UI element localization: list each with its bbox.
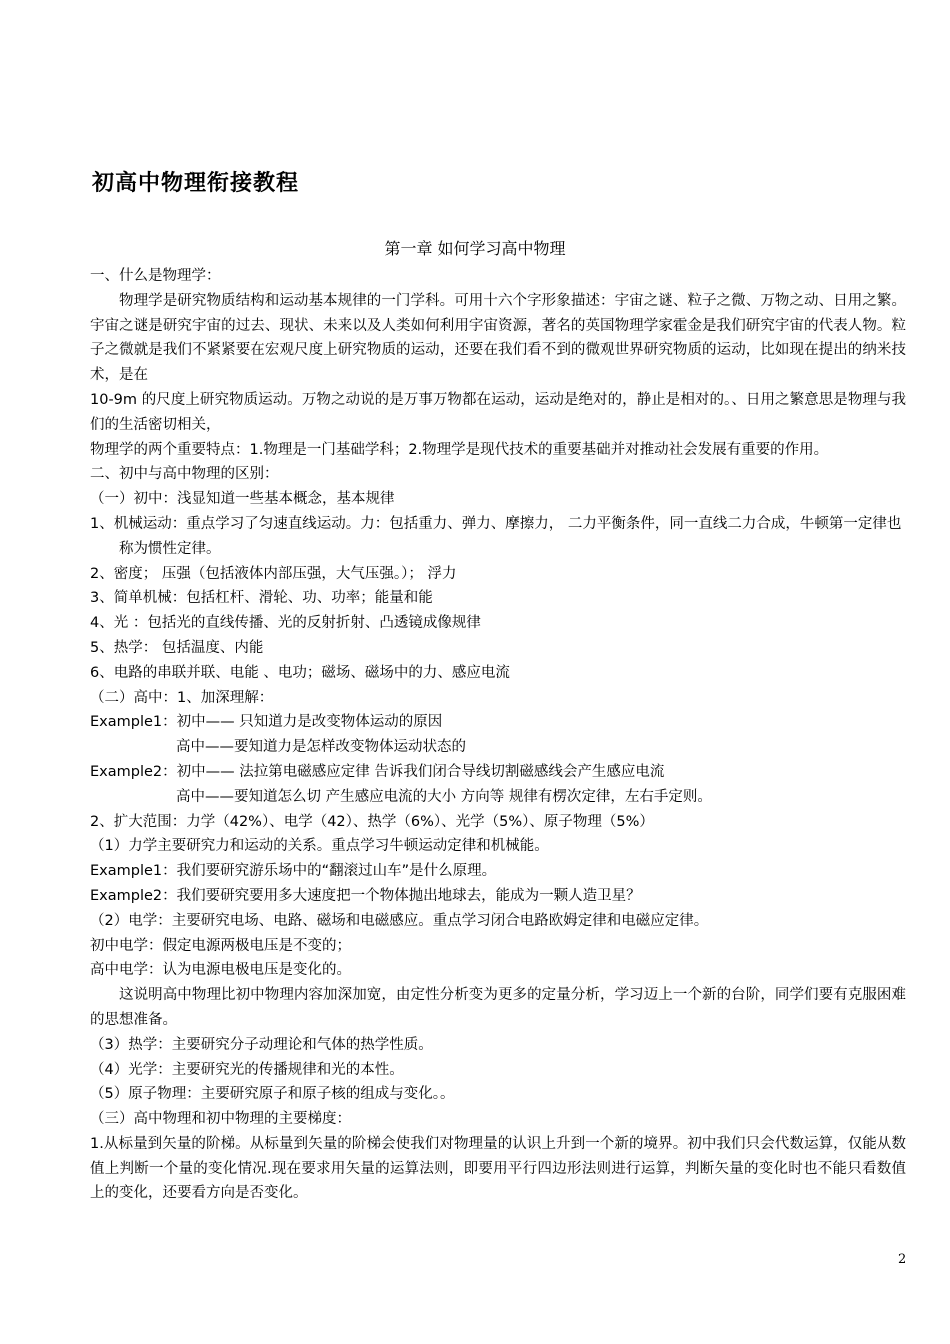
example-line: 高中——要知道力是怎样改变物体运动状态的 [176,739,466,756]
list-item: 5、热学： 包括温度、内能 [90,639,264,656]
list-item: （5）原子物理：主要研究原子和原子核的组成与变化。。 [90,1086,455,1103]
chapter-heading: 第一章 如何学习高中物理 [384,239,566,258]
example-line: Example2：初中—— 法拉第电磁感应定律 告诉我们闭合导线切割磁感线会产生感应电流 [90,763,665,780]
page-number: 2 [898,1252,907,1267]
paragraph: 10-9m 的尺度上研究物质运动。万物之动说的是万事万物都在运动，运动是绝对的，静止是相对的。、日用之繁意思是物理与我们的生活密切相关， [90,391,906,433]
example-line: Example2：我们要研究要用多大速度把一个物体抛出地球去，能成为一颗人造卫星？ [90,887,641,904]
list-item: 4、光 ：包括光的直线传播、光的反射折射、凸透镜成像规律 [90,615,481,632]
body-text [90,264,906,1206]
paragraph: 1.从标量到矢量的阶梯。从标量到矢量的阶梯会使我们对物理量的认识上升到一个新的境界。初中我们只会代数运算，仅能从数值上判断一个量的变化情况.现在要求用矢量的运算法则，即要用平行四边形法则进行运算，判断矢量的变化时也不能只看数值上的变化，还要看方向是否变化。 [90,1135,906,1202]
subsection-heading: （一）初中：浅显知道一些基本概念，基本规律 [90,491,395,508]
list-item: 2、扩大范围：力学（42%）、电学（42）、热学（6%）、光学（5%）、原子物理（5%） [90,813,654,830]
section-heading: 一、什么是物理学： [90,268,221,284]
example-line: Example1：我们要研究游乐场中的“翻滚过山车”是什么原理。 [90,863,497,880]
subsection-heading: （三）高中物理和初中物理的主要梯度： [90,1111,351,1128]
paragraph: 这说明高中物理比初中物理内容加深加宽，由定性分析变为更多的定量分析，学习迈上一个新的台阶，同学们要有克服困难的思想准备。 [90,987,906,1028]
list-item: 3、简单机械：包括杠杆、滑轮、功、功率；能量和能 [90,590,433,607]
document-title: 初高中物理衔接教程 [92,171,300,196]
example-line: Example1：初中—— 只知道力是改变物体运动的原因 [90,714,443,731]
example-line: 高中——要知道怎么切 产生感应电流的大小 方向等 规律有楞次定律，左右手定则。 [176,788,712,805]
subsection-heading: （二）高中：1、加深理解： [90,689,274,706]
section-heading: 二、初中与高中物理的区别： [90,466,279,483]
paragraph: 初中电学：假定电源两极电压是不变的； [90,937,351,954]
list-item: （1）力学主要研究力和运动的关系。重点学习牛顿运动定律和机械能。 [90,838,549,855]
list-item: （3）热学：主要研究分子动理论和气体的热学性质。 [90,1036,433,1053]
list-item: 6、电路的串联并联、电能 、电功；磁场、磁场中的力、感应电流 [90,664,510,681]
paragraph: 物理学的两个重要特点：1.物理是一门基础学科；2.物理学是现代技术的重要基础并对推动社会发展有重要的作用。 [90,441,829,458]
list-item: 2、密度； 压强（包括液体内部压强，大气压强。）； 浮力 [90,565,457,582]
list-item: 1、机械运动：重点学习了匀速直线运动。力：包括重力、弹力、摩擦力， 二力平衡条件，同一直线二力合成，牛顿第一定律也称为惯性定律。 [90,515,902,557]
list-item: （4）光学：主要研究光的传播规律和光的本性。 [90,1061,404,1078]
list-item: （2）电学：主要研究电场、电路、磁场和电磁感应。重点学习闭合电路欧姆定律和电磁应定律。 [90,912,709,929]
paragraph: 高中电学：认为电源电极电压是变化的。 [90,962,351,979]
paragraph: 物理学是研究物质结构和运动基本规律的一门学科。可用十六个字形象描述：宇宙之谜、粒子之微、万物之动、日用之繁。宇宙之谜是研究宇宙的过去、现状、未来以及人类如何利用宇宙资源，著名的英国物理学家霍金是我们研究宇宙的代表人物。粒子之微就是我们不紧紧要在宏观尺度上研究物质的运动，还要在我们看不到的微观世界研究物质的运动，比如现在提出的纳米技术，是在 [90,292,906,384]
